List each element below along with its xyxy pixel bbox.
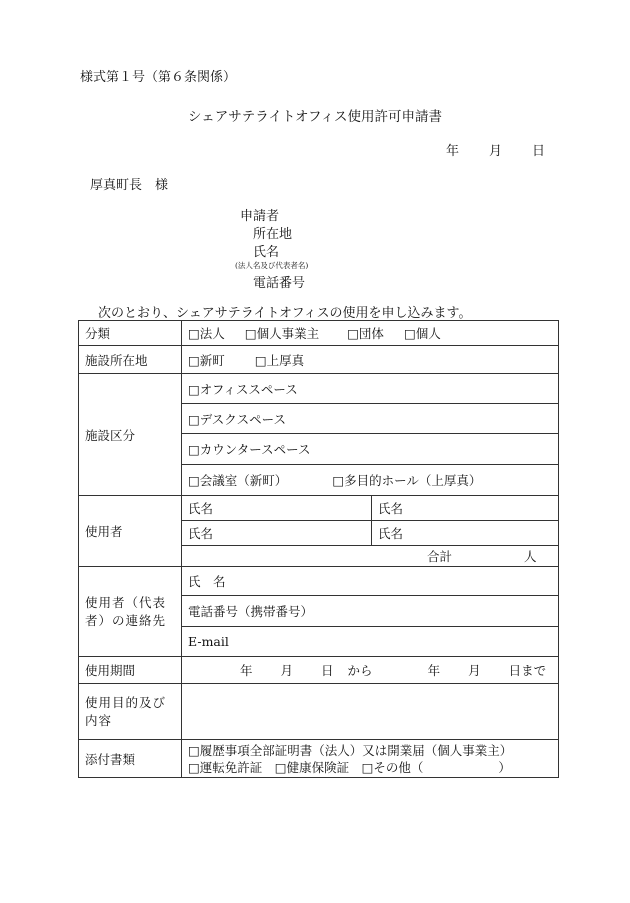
facility-type-multipurpose-hall[interactable]: □多目的ホール（上厚真）	[332, 473, 482, 488]
users-total-label: 合計	[427, 549, 453, 564]
category-options	[182, 321, 559, 346]
application-form-table	[78, 320, 559, 778]
attachments-line-1[interactable]: □履歴事項全部証明書（法人）又は開業届（個人事業主）	[188, 742, 513, 758]
period-field[interactable]	[182, 657, 559, 684]
users-label: 使用者	[79, 496, 182, 567]
facility-type-office-space[interactable]: □オフィススペース	[182, 374, 559, 404]
facility-type-rooms	[182, 465, 559, 496]
category-label: 分類	[79, 321, 182, 346]
purpose-label: 使用目的及び内容	[79, 684, 182, 740]
row-contact-name	[79, 567, 559, 596]
category-option-sole-proprietor[interactable]: □個人事業主	[244, 326, 320, 341]
addressee: 厚真町長 様	[90, 178, 169, 193]
date-day: 日	[532, 144, 546, 159]
period-until: 日まで	[508, 663, 547, 678]
row-users-1	[79, 496, 559, 521]
facility-location-label: 施設所在地	[79, 346, 182, 374]
category-option-individual[interactable]: □個人	[403, 326, 441, 341]
row-period	[79, 657, 559, 684]
applicant-name-label: 氏名	[253, 245, 280, 260]
period-start-month: 月	[280, 663, 294, 678]
row-facility-type-1	[79, 374, 559, 404]
contact-name-field[interactable]: 氏 名	[182, 567, 559, 596]
location-option-kamiatsuma[interactable]: □上厚真	[254, 352, 305, 368]
facility-type-meeting-room[interactable]: □会議室（新町）	[188, 473, 288, 488]
date-month: 月	[489, 144, 503, 159]
user-name-field-4[interactable]: 氏名	[372, 521, 559, 546]
facility-type-desk-space[interactable]: □デスクスペース	[182, 404, 559, 434]
period-end-year: 年	[427, 663, 441, 678]
applicant-address-label: 所在地	[253, 227, 293, 242]
attachments-label: 添付書類	[79, 740, 182, 778]
user-name-field-2[interactable]: 氏名	[372, 496, 559, 521]
facility-type-counter-space[interactable]: □カウンタースペース	[182, 434, 559, 465]
row-category	[79, 321, 559, 346]
row-attachments	[79, 740, 559, 778]
form-number: 様式第１号（第６条関係）	[80, 70, 237, 85]
category-option-corporation[interactable]: □法人	[188, 326, 225, 341]
date-line	[446, 140, 545, 159]
users-total-field[interactable]	[182, 546, 559, 567]
attachments-line-2[interactable]: □運転免許証 □健康保険証 □その他（ ）	[188, 759, 511, 775]
period-start-year: 年	[240, 663, 253, 678]
contact-label: 使用者（代表者）の連絡先	[79, 567, 182, 657]
row-purpose	[79, 684, 559, 740]
intro-text: 次のとおり、シェアサテライトオフィスの使用を申し込みます。	[98, 306, 472, 321]
applicant-phone-label: 電話番号	[253, 276, 306, 291]
category-option-group[interactable]: □団体	[347, 326, 384, 341]
facility-location-options	[182, 346, 559, 374]
row-facility-location	[79, 346, 559, 374]
contact-email-field[interactable]: E-mail	[182, 627, 559, 657]
applicant-name-note: (法人名及び代表者名)	[235, 261, 309, 270]
users-total-unit: 人	[524, 549, 537, 564]
user-name-field-3[interactable]: 氏名	[182, 521, 372, 546]
purpose-field[interactable]	[182, 684, 559, 740]
user-name-field-1[interactable]: 氏名	[182, 496, 372, 521]
period-start-day: 日	[321, 663, 334, 678]
applicant-label: 申請者	[240, 209, 280, 224]
period-from: から	[347, 663, 373, 678]
date-year: 年	[446, 144, 460, 159]
contact-phone-field[interactable]: 電話番号（携帯番号）	[182, 596, 559, 627]
period-end-month: 月	[468, 663, 481, 678]
facility-type-label: 施設区分	[79, 374, 182, 496]
attachments-field	[182, 740, 559, 778]
document-title: シェアサテライトオフィス使用許可申請書	[188, 109, 442, 125]
location-option-shinmachi[interactable]: □新町	[188, 352, 225, 368]
period-label: 使用期間	[79, 657, 182, 684]
